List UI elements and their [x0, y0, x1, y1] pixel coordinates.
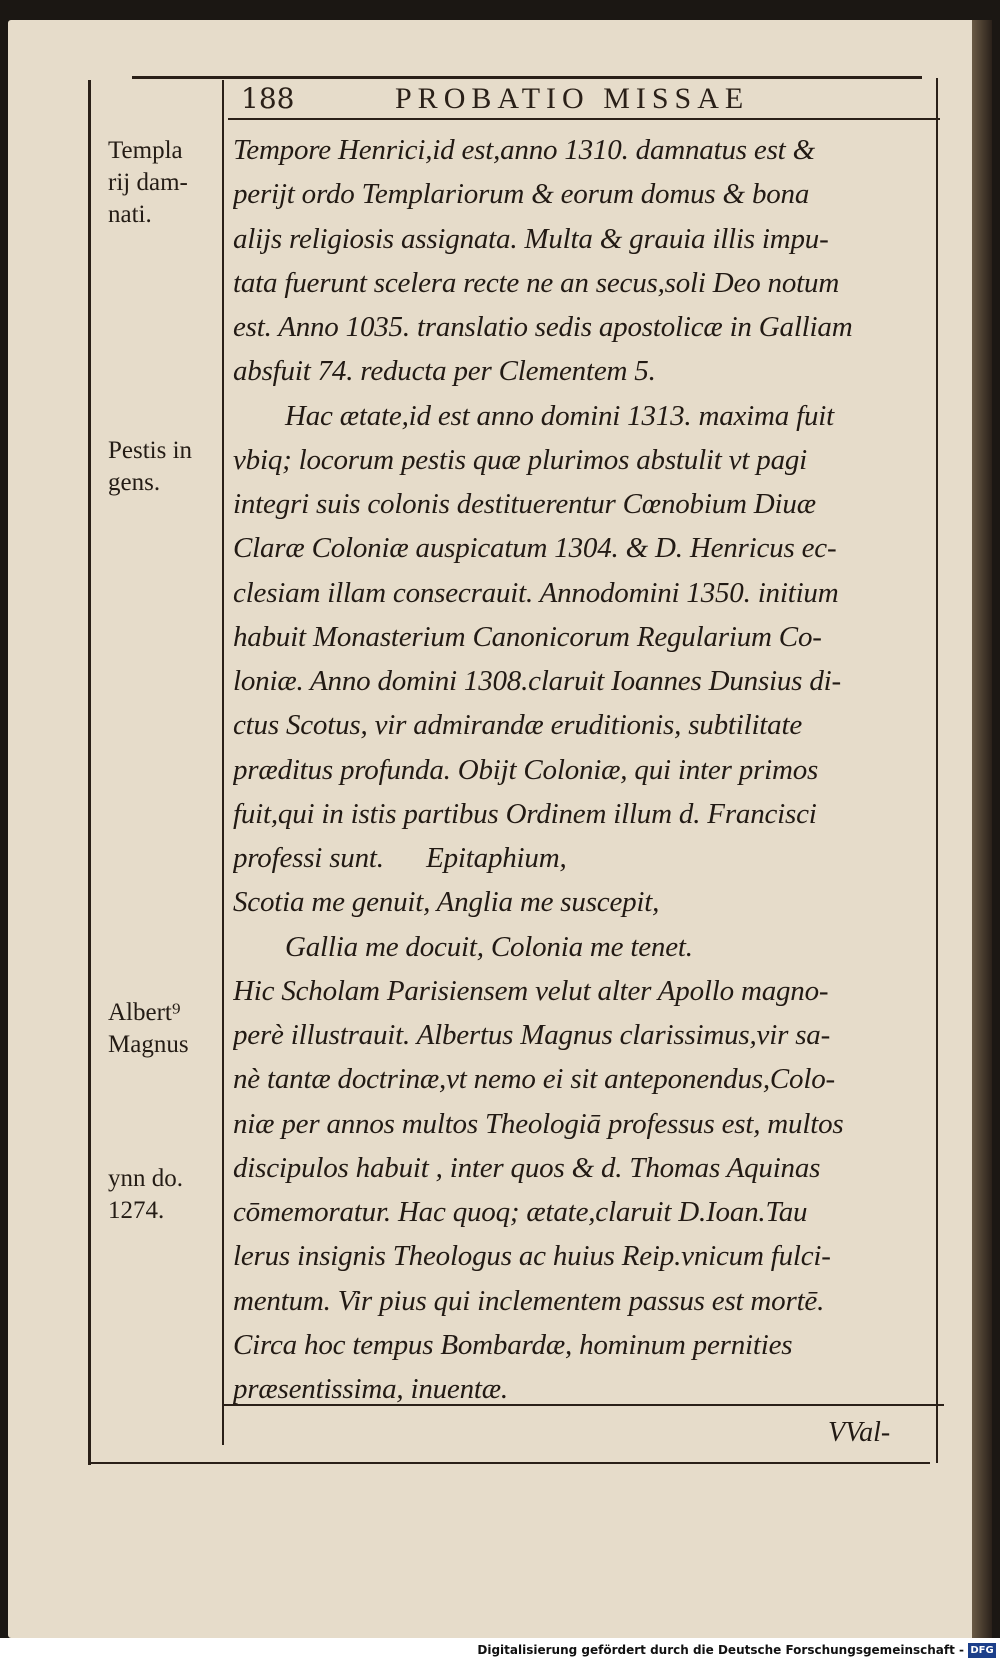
epitaph-line: Gallia me docuit, Colonia me tenet.: [285, 930, 693, 963]
dfg-logo: DFG: [968, 1643, 996, 1658]
column-divider-rule: [222, 80, 224, 1445]
frame-bottom-rule: [88, 1462, 930, 1464]
footer-credit: Digitalisierung gefördert durch die Deutsche Forschungsgemeinschaft -: [477, 1643, 964, 1657]
text-line: vbiq; locorum pestis quæ plurimos abstulit vt pagi: [233, 443, 808, 476]
text-line: niæ per annos multos Theologiā professus est, multos: [233, 1107, 844, 1140]
text-line: professi sunt. Epitaphium,: [233, 842, 567, 874]
text-line: lerus insignis Theologus ac huius Reip.vnicum fulci-: [233, 1240, 831, 1273]
page-edge-shadow: [972, 20, 992, 1638]
top-rule: [132, 76, 922, 79]
footer-bar: [0, 1638, 1000, 1665]
text-line: est. Anno 1035. translatio sedis apostolicæ in Galliam: [233, 311, 853, 343]
text-line: discipulos habuit , inter quos & d. Thomas Aquinas: [233, 1151, 821, 1184]
text-line: loniæ. Anno domini 1308.claruit Ioannes Dunsius di-: [233, 665, 841, 697]
text-line: perè illustrauit. Albertus Magnus clarissimus,vir sa-: [233, 1019, 831, 1051]
page-header: [235, 82, 915, 116]
frame-left-rule: [88, 80, 91, 1465]
text-line: absfuit 74. reducta per Clementem 5.: [233, 355, 656, 388]
text-line: nè tantæ doctrinæ,vt nemo ei sit anteponendus,Colo-: [233, 1063, 835, 1096]
text-line: perijt ordo Templariorum & eorum domus & bona: [233, 178, 810, 211]
text-line: cōmemoratur. Hac quoq; ætate,claruit D.Ioan.Tau: [233, 1196, 808, 1228]
text-line: Claræ Coloniæ auspicatum 1304. & D. Henricus ec-: [233, 532, 837, 565]
catchword: VVal-: [828, 1417, 891, 1448]
text-line: Hac ætate,id est anno domini 1313. maxima fuit: [285, 399, 835, 432]
header-rule: [228, 118, 940, 120]
page-number: 188: [241, 82, 295, 115]
text-line: alijs religiosis assignata. Multa & grauia illis impu-: [233, 222, 829, 255]
running-title: PROBATIO MISSAE: [395, 82, 750, 115]
text-line: Circa hoc tempus Bombardæ, hominum pernities: [233, 1328, 793, 1361]
text-line: præsentissima, inuentæ.: [233, 1373, 508, 1405]
text-line: præditus profunda. Obijt Coloniæ, qui inter primos: [233, 753, 819, 786]
text-line: clesiam illam consecrauit. Annodomini 1350. initium: [233, 576, 839, 609]
text-line: fuit,qui in istis partibus Ordinem illum d. Francisci: [233, 797, 817, 830]
margin-note-pestis: Pestis in gens.: [108, 437, 193, 496]
text-line: habuit Monasterium Canonicorum Regularium Co-: [233, 620, 822, 653]
text-line: Hic Scholam Parisiensem velut alter Apollo magno-: [233, 974, 829, 1007]
text-line: integri suis colonis destituerentur Cœnobium Diuæ: [233, 488, 816, 520]
margin-note-albertus: Albert⁹ Magnus: [108, 999, 189, 1058]
margin-note-templarii: Templa rij dam- nati.: [108, 137, 188, 228]
frame-right-rule: [936, 78, 938, 1463]
body-text: [233, 128, 923, 1411]
text-line: ctus Scotus, vir admirandæ eruditionis, subtilitate: [233, 709, 802, 742]
epitaph-line: Scotia me genuit, Anglia me suscepit,: [233, 886, 660, 919]
text-line: Tempore Henrici,id est,anno 1310. damnatus est &: [233, 134, 815, 166]
margin-note-year: ynn do. 1274.: [108, 1165, 183, 1224]
text-line: mentum. Vir pius qui inclementem passus est mortē.: [233, 1284, 825, 1317]
text-line: tata fuerunt scelera recte ne an secus,soli Deo notum: [233, 266, 840, 299]
